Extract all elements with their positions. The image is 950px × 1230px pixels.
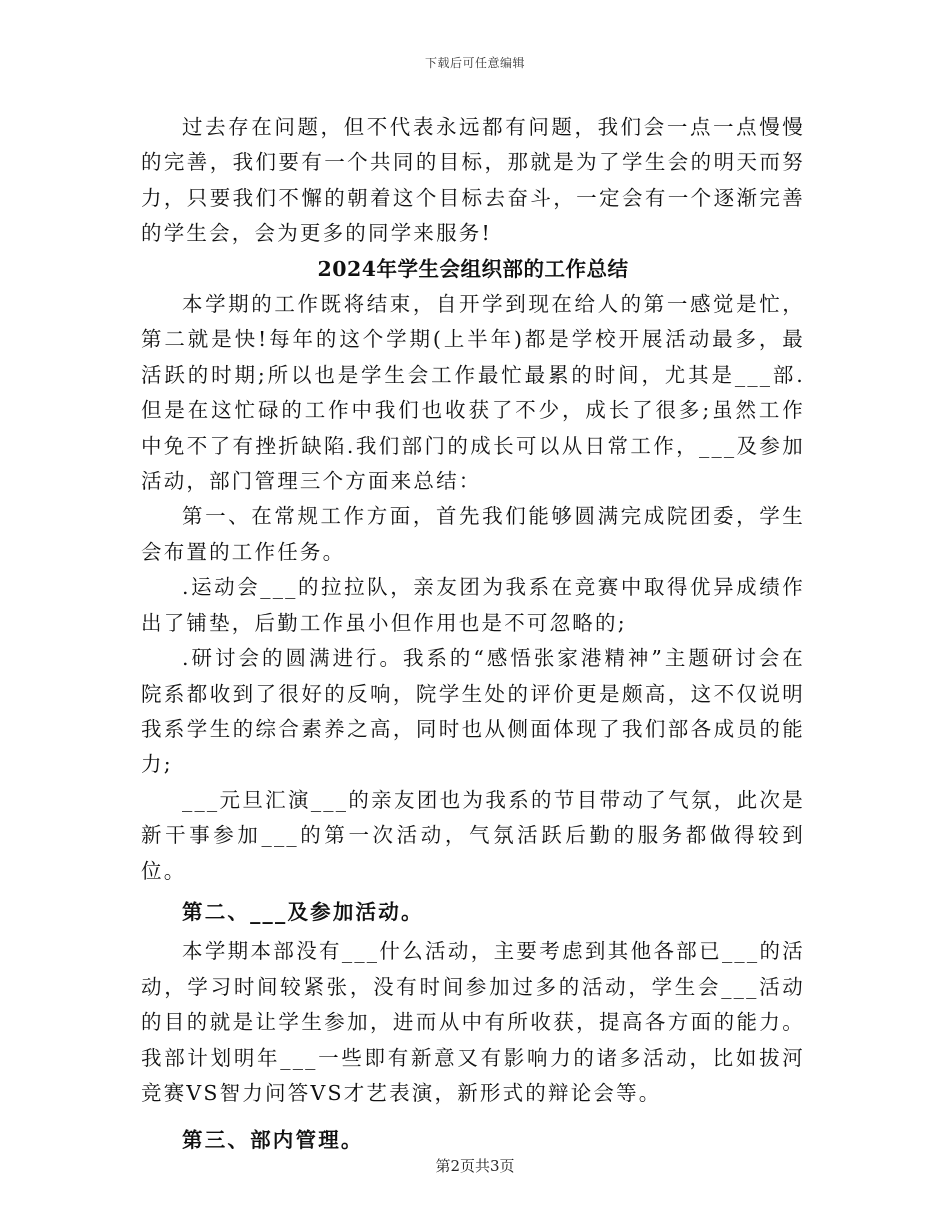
paragraph-summary: 本学期的工作既将结束，自开学到现在给人的第一感觉是忙，第二就是快!每年的这个学期(上半年)都是学校开展活动最多，最活跃的时期;所以也是学生会工作最忙最累的时间，尤其是___部.但是在这忙碌的工作中我们也收获了不少，成长了很多;虽然工作中免不了有挫折缺陷.我们部门的成长可以从日常工作，___及参加活动，部门管理三个方面来总结： <box>141 292 805 494</box>
page-header: 下载后可任意编辑 <box>424 56 525 70</box>
intro-paragraph: 过去存在问题，但不代表永远都有问题，我们会一点一点慢慢的完善，我们要有一个共同的目标，那就是为了学生会的明天而努力，只要我们不懈的朝着这个目标去奋斗，一定会有一个逐渐完善的学生会，会为更多的同学来服务! <box>141 115 805 246</box>
page-number: 第2页共3页 <box>435 1157 515 1175</box>
paragraph-section-one: 第一、在常规工作方面，首先我们能够圆满完成院团委，学生会布置的工作任务。 <box>141 504 805 564</box>
paragraph-new-year-show: ___元旦汇演___的亲友团也为我系的节目带动了气氛，此次是新干事参加___的第一次活动，气氛活跃后勤的服务都做得较到位。 <box>141 787 805 883</box>
section-three-heading: 第三、部内管理。 <box>182 1128 364 1153</box>
document-body <box>141 110 805 1163</box>
section-two-heading: 第二、___及参加活动。 <box>182 899 424 924</box>
paragraph-section-two: 本学期本部没有___什么活动，主要考虑到其他各部已___的活动，学习时间较紧张，没有时间参加过多的活动，学生会___活动的目的就是让学生参加，进而从中有所收获，提高各方面的能力。我部计划明年___一些即有新意又有影响力的诸多活动，比如拔河竞赛VS智力问答VS才艺表演，新形式的辩论会等。 <box>141 939 805 1105</box>
paragraph-sports-meet: .运动会___的拉拉队，亲友团为我系在竞赛中取得优异成绩作出了铺垫，后勤工作虽小但作用也是不可忽略的; <box>141 575 805 635</box>
paragraph-seminar: .研讨会的圆满进行。我系的“感悟张家港精神”主题研讨会在院系都收到了很好的反响，院学生处的评价更是颇高，这不仅说明我系学生的综合素养之高，同时也从侧面体现了我们部各成员的能力; <box>141 646 805 777</box>
document-title: 2024年学生会组织部的工作总结 <box>317 256 629 281</box>
